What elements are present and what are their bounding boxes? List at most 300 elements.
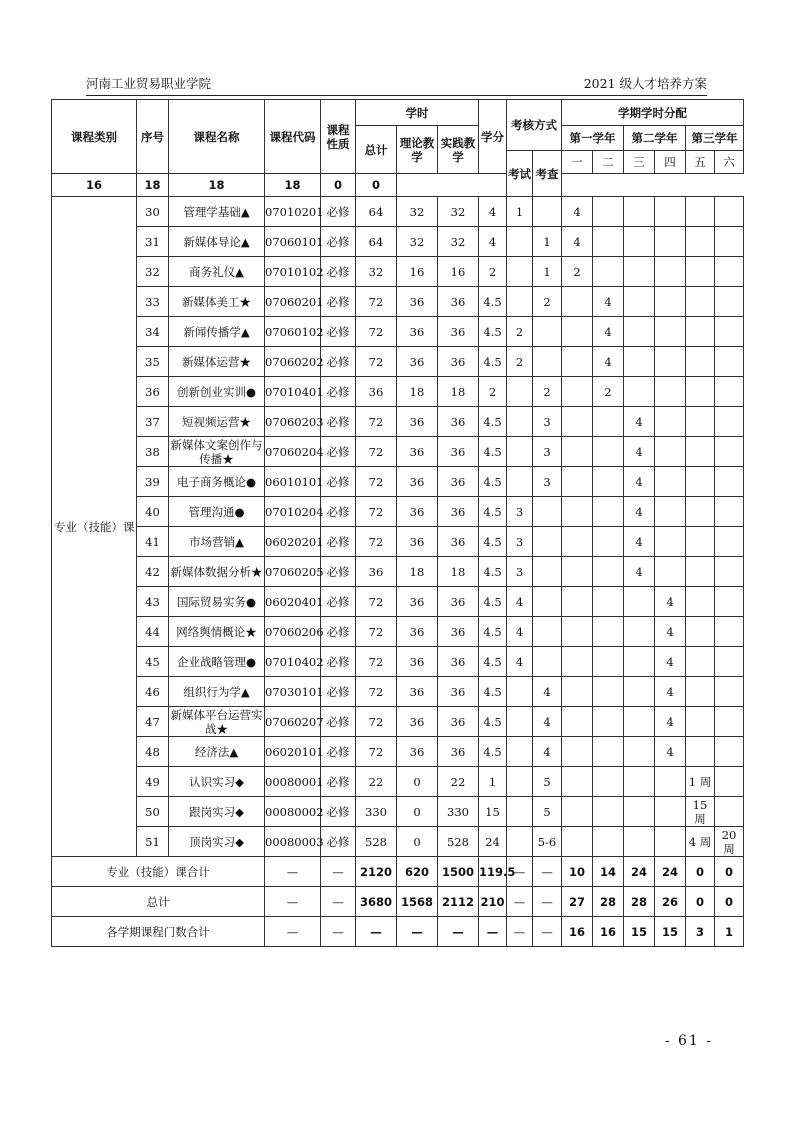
cell-practice: 36 (438, 317, 479, 347)
cell-total: 72 (356, 707, 397, 737)
cell-total: 64 (356, 227, 397, 257)
cell-term: 15 (624, 917, 655, 947)
cell-nature: 必修 (321, 707, 356, 737)
cell-term (655, 317, 686, 347)
cell-exam (507, 227, 533, 257)
cell-code: 07030101 (265, 677, 321, 707)
cell-practice: 36 (438, 347, 479, 377)
cell-seq: 30 (137, 197, 169, 227)
cell-term (715, 527, 744, 557)
cell-exam (507, 377, 533, 407)
cell-term (624, 587, 655, 617)
cell-exam: 3 (507, 527, 533, 557)
cell-credit: 4 (479, 197, 507, 227)
cell-theory: 36 (397, 347, 438, 377)
cell-check: 4 (533, 707, 562, 737)
table-row (52, 827, 744, 857)
cell-practice: 330 (438, 797, 479, 827)
cell-code: 06010101 (265, 467, 321, 497)
cell-theory: 36 (397, 437, 438, 467)
cell-code: — (265, 887, 321, 917)
cell-check (533, 527, 562, 557)
cell-term (686, 737, 715, 767)
cell-term (593, 557, 624, 587)
cell-term (593, 677, 624, 707)
table-row (52, 377, 744, 407)
term-weeks: 0 (356, 174, 397, 197)
cell-code: 07060204 (265, 437, 321, 467)
cell-term: 0 (715, 887, 744, 917)
cell-theory: 620 (397, 857, 438, 887)
cell-term (624, 647, 655, 677)
cell-total: 72 (356, 467, 397, 497)
cell-total: — (356, 917, 397, 947)
cell-total: 72 (356, 287, 397, 317)
cell-practice: 36 (438, 527, 479, 557)
cell-name: 新闻传播学▲ (169, 317, 265, 347)
cell-term (715, 467, 744, 497)
cell-term (624, 617, 655, 647)
col-category: 课程类别 (52, 100, 137, 174)
cell-term (593, 497, 624, 527)
cell-name: 短视频运营★ (169, 407, 265, 437)
col-year1: 第一学年 (562, 126, 624, 151)
cell-name: 新媒体平台运营实战★ (170, 707, 263, 736)
cell-seq: 40 (137, 497, 169, 527)
cell-check: 1 (533, 257, 562, 287)
cell-term (655, 437, 686, 467)
cell-check: 3 (533, 437, 562, 467)
cell-term (593, 407, 624, 437)
term-header: 一 (562, 151, 593, 174)
cell-term (655, 767, 686, 797)
cell-credit: 4.5 (479, 587, 507, 617)
cell-term: 20 周 (715, 827, 744, 857)
cell-check: — (533, 887, 562, 917)
cell-theory: 36 (397, 617, 438, 647)
cell-term (562, 737, 593, 767)
cell-nature: 必修 (321, 407, 356, 437)
cell-term (715, 257, 744, 287)
cell-term (624, 677, 655, 707)
col-code: 课程代码 (265, 100, 321, 174)
table-row (52, 227, 744, 257)
category-label: 专业（技能）课 (52, 197, 137, 857)
cell-term (593, 527, 624, 557)
cell-term: 26 (655, 887, 686, 917)
cell-term (562, 377, 593, 407)
cell-exam: — (507, 917, 533, 947)
page-number: - 61 - (664, 1033, 713, 1049)
cell-name: 新媒体运营★ (169, 347, 265, 377)
cell-exam: 1 (507, 197, 533, 227)
cell-term (624, 287, 655, 317)
cell-term (562, 767, 593, 797)
summary-label: 专业（技能）课合计 (52, 857, 265, 887)
cell-check: — (533, 857, 562, 887)
cell-credit: 2 (479, 377, 507, 407)
cell-practice: 36 (438, 437, 479, 467)
cell-total: 72 (356, 527, 397, 557)
cell-term: 1 (715, 917, 744, 947)
cell-term (624, 797, 655, 827)
cell-term (715, 287, 744, 317)
cell-seq: 39 (137, 467, 169, 497)
cell-term (562, 587, 593, 617)
cell-term (655, 797, 686, 827)
table-row (52, 707, 744, 737)
cell-term: 15 周 (686, 797, 715, 827)
page-header (86, 74, 707, 94)
cell-term: 4 (593, 317, 624, 347)
cell-term (562, 617, 593, 647)
col-check: 考查 (533, 151, 562, 197)
cell-term: 24 (655, 857, 686, 887)
cell-theory: 18 (397, 377, 438, 407)
cell-credit: 4.5 (479, 317, 507, 347)
cell-seq: 31 (137, 227, 169, 257)
cell-term (715, 197, 744, 227)
cell-term (562, 827, 593, 857)
cell-seq: 37 (137, 407, 169, 437)
cell-term (686, 617, 715, 647)
cell-term (686, 257, 715, 287)
cell-term (624, 377, 655, 407)
school-name: 河南工业贸易职业学院 (86, 76, 212, 91)
cell-theory: 36 (397, 647, 438, 677)
table-row (52, 257, 744, 287)
cell-term (715, 707, 744, 737)
cell-term: 2 (593, 377, 624, 407)
cell-term (562, 407, 593, 437)
col-practice: 实践教学 (438, 126, 479, 174)
cell-name: 组织行为学▲ (169, 677, 265, 707)
cell-credit: 119.5 (479, 857, 507, 887)
cell-name: 国际贸易实务● (169, 587, 265, 617)
cell-term (715, 497, 744, 527)
cell-term: 4 (655, 707, 686, 737)
cell-name: 管理沟通● (169, 497, 265, 527)
summary-row (52, 917, 744, 947)
cell-nature: — (321, 917, 356, 947)
col-assess: 考核方式 (507, 100, 562, 151)
cell-exam: 3 (507, 557, 533, 587)
cell-term (686, 377, 715, 407)
cell-total: 72 (356, 617, 397, 647)
cell-nature: 必修 (321, 737, 356, 767)
cell-term (655, 287, 686, 317)
table-row (52, 467, 744, 497)
cell-nature: 必修 (321, 497, 356, 527)
cell-term (562, 347, 593, 377)
cell-code: 07060207 (265, 707, 321, 737)
cell-term (562, 287, 593, 317)
cell-check (533, 317, 562, 347)
cell-term: 0 (686, 887, 715, 917)
cell-check: 5-6 (533, 827, 562, 857)
cell-total: 72 (356, 437, 397, 467)
table-row (52, 407, 744, 437)
cell-check: 1 (533, 227, 562, 257)
cell-term: 10 (562, 857, 593, 887)
cell-total: 72 (356, 347, 397, 377)
cell-exam: 3 (507, 497, 533, 527)
cell-term (593, 767, 624, 797)
table-row (52, 347, 744, 377)
document-title: 2021 级人才培养方案 (583, 76, 707, 91)
cell-code: 07010204 (265, 497, 321, 527)
col-exam: 考试 (507, 151, 533, 197)
cell-term (593, 737, 624, 767)
cell-total: 72 (356, 677, 397, 707)
cell-seq: 34 (137, 317, 169, 347)
cell-term (686, 647, 715, 677)
cell-exam: 4 (507, 647, 533, 677)
cell-term: 4 (562, 227, 593, 257)
cell-code: 07060101 (265, 227, 321, 257)
cell-nature: 必修 (321, 827, 356, 857)
cell-term (655, 467, 686, 497)
cell-term: 14 (593, 857, 624, 887)
cell-credit: 4 (479, 227, 507, 257)
table-row (52, 287, 744, 317)
cell-theory: 0 (397, 827, 438, 857)
cell-credit: 4.5 (479, 497, 507, 527)
cell-term (686, 557, 715, 587)
cell-seq: 41 (137, 527, 169, 557)
cell-theory: 1568 (397, 887, 438, 917)
cell-seq: 46 (137, 677, 169, 707)
col-seq: 序号 (137, 100, 169, 174)
cell-credit: 2 (479, 257, 507, 287)
cell-term (715, 227, 744, 257)
table-row (52, 557, 744, 587)
cell-check (533, 197, 562, 227)
cell-seq: 36 (137, 377, 169, 407)
cell-term (655, 377, 686, 407)
cell-term (624, 767, 655, 797)
cell-practice: 36 (438, 497, 479, 527)
cell-exam: 2 (507, 347, 533, 377)
cell-check: 5 (533, 797, 562, 827)
col-total: 总计 (356, 126, 397, 174)
cell-practice: 36 (438, 617, 479, 647)
cell-theory: 36 (397, 407, 438, 437)
cell-term (686, 707, 715, 737)
cell-name: 市场营销▲ (169, 527, 265, 557)
cell-exam (507, 767, 533, 797)
cell-term: 4 (624, 407, 655, 437)
cell-term (562, 647, 593, 677)
cell-nature: 必修 (321, 557, 356, 587)
table-row (52, 677, 744, 707)
cell-total: 330 (356, 797, 397, 827)
header-rule (86, 95, 707, 96)
cell-term (686, 287, 715, 317)
cell-credit: 24 (479, 827, 507, 857)
cell-term: 0 (715, 857, 744, 887)
cell-nature: 必修 (321, 677, 356, 707)
cell-name: 商务礼仪▲ (169, 257, 265, 287)
col-theory: 理论教学 (397, 126, 438, 174)
cell-theory: 32 (397, 197, 438, 227)
cell-term: 2 (562, 257, 593, 287)
cell-term (715, 647, 744, 677)
cell-term: 27 (562, 887, 593, 917)
cell-term (686, 587, 715, 617)
cell-nature: 必修 (321, 437, 356, 467)
cell-term (715, 347, 744, 377)
cell-term (593, 197, 624, 227)
summary-label: 各学期课程门数合计 (52, 917, 265, 947)
summary-label: 总计 (52, 887, 265, 917)
term-weeks: 18 (169, 174, 265, 197)
cell-term (686, 467, 715, 497)
cell-credit: 4.5 (479, 557, 507, 587)
term-header: 二 (593, 151, 624, 174)
cell-code: 06020101 (265, 737, 321, 767)
cell-code: 00080001 (265, 767, 321, 797)
cell-term (655, 827, 686, 857)
cell-term: 24 (624, 857, 655, 887)
cell-theory: — (397, 917, 438, 947)
cell-theory: 36 (397, 677, 438, 707)
curriculum-table (51, 99, 744, 947)
col-name: 课程名称 (169, 100, 265, 174)
cell-practice: 1500 (438, 857, 479, 887)
cell-seq: 51 (137, 827, 169, 857)
cell-exam: 4 (507, 617, 533, 647)
cell-seq: 49 (137, 767, 169, 797)
cell-term: 4 周 (686, 827, 715, 857)
cell-check: 3 (533, 467, 562, 497)
cell-total: 36 (356, 557, 397, 587)
cell-name: 电子商务概论● (169, 467, 265, 497)
cell-term (715, 437, 744, 467)
table-row (52, 647, 744, 677)
cell-name: 跟岗实习◆ (169, 797, 265, 827)
cell-term (655, 497, 686, 527)
table-row (52, 317, 744, 347)
cell-nature: 必修 (321, 587, 356, 617)
cell-total: 64 (356, 197, 397, 227)
cell-seq: 45 (137, 647, 169, 677)
cell-term (624, 707, 655, 737)
cell-term (715, 797, 744, 827)
cell-credit: 210 (479, 887, 507, 917)
cell-code: 06020401 (265, 587, 321, 617)
cell-seq: 43 (137, 587, 169, 617)
cell-term (562, 707, 593, 737)
cell-name: 新媒体导论▲ (169, 227, 265, 257)
cell-term (562, 317, 593, 347)
term-weeks: 0 (321, 174, 356, 197)
cell-practice: 36 (438, 737, 479, 767)
cell-exam (507, 677, 533, 707)
cell-credit: 4.5 (479, 287, 507, 317)
cell-theory: 32 (397, 227, 438, 257)
cell-name: 新媒体美工★ (169, 287, 265, 317)
cell-check (533, 617, 562, 647)
cell-credit: 4.5 (479, 347, 507, 377)
cell-term (715, 737, 744, 767)
cell-term (562, 557, 593, 587)
cell-credit: 4.5 (479, 737, 507, 767)
table-row (52, 797, 744, 827)
cell-seq: 47 (137, 707, 169, 737)
cell-seq: 33 (137, 287, 169, 317)
cell-exam: — (507, 887, 533, 917)
cell-term (686, 527, 715, 557)
cell-term (715, 677, 744, 707)
cell-total: 3680 (356, 887, 397, 917)
cell-total: 72 (356, 587, 397, 617)
cell-term: 4 (624, 497, 655, 527)
cell-credit: 1 (479, 767, 507, 797)
cell-code: — (265, 857, 321, 887)
table-row (52, 497, 744, 527)
cell-exam (507, 707, 533, 737)
table-row (52, 197, 744, 227)
cell-term: 4 (624, 437, 655, 467)
cell-practice: 16 (438, 257, 479, 287)
cell-name: 创新创业实训● (169, 377, 265, 407)
col-year3: 第三学年 (686, 126, 744, 151)
cell-code: — (265, 917, 321, 947)
cell-term (655, 257, 686, 287)
cell-term: 4 (562, 197, 593, 227)
cell-name: 顶岗实习◆ (169, 827, 265, 857)
cell-theory: 16 (397, 257, 438, 287)
cell-credit: 4.5 (479, 677, 507, 707)
cell-term (593, 797, 624, 827)
col-credit: 学分 (479, 100, 507, 174)
cell-code: 07010201 (265, 197, 321, 227)
cell-term: 4 (624, 467, 655, 497)
cell-term (715, 617, 744, 647)
cell-term (624, 317, 655, 347)
cell-code: 07060203 (265, 407, 321, 437)
term-header: 四 (655, 151, 686, 174)
cell-term (593, 647, 624, 677)
term-weeks: 18 (137, 174, 169, 197)
cell-term: 4 (655, 587, 686, 617)
cell-term (655, 197, 686, 227)
cell-total: 32 (356, 257, 397, 287)
cell-exam (507, 437, 533, 467)
cell-term (624, 257, 655, 287)
cell-term (624, 227, 655, 257)
col-dist: 学期学时分配 (562, 100, 744, 126)
cell-code: 07060102 (265, 317, 321, 347)
cell-term (593, 437, 624, 467)
cell-nature: 必修 (321, 347, 356, 377)
summary-row (52, 887, 744, 917)
cell-theory: 36 (397, 467, 438, 497)
cell-credit: 4.5 (479, 437, 507, 467)
cell-nature: 必修 (321, 797, 356, 827)
cell-total: 22 (356, 767, 397, 797)
cell-theory: 0 (397, 767, 438, 797)
cell-term: 4 (655, 617, 686, 647)
cell-credit: — (479, 917, 507, 947)
cell-term (686, 407, 715, 437)
cell-name: 新媒体文案创作与传播★ (170, 437, 263, 466)
cell-credit: 4.5 (479, 407, 507, 437)
cell-term (562, 527, 593, 557)
cell-term (624, 347, 655, 377)
cell-code: 07060201 (265, 287, 321, 317)
